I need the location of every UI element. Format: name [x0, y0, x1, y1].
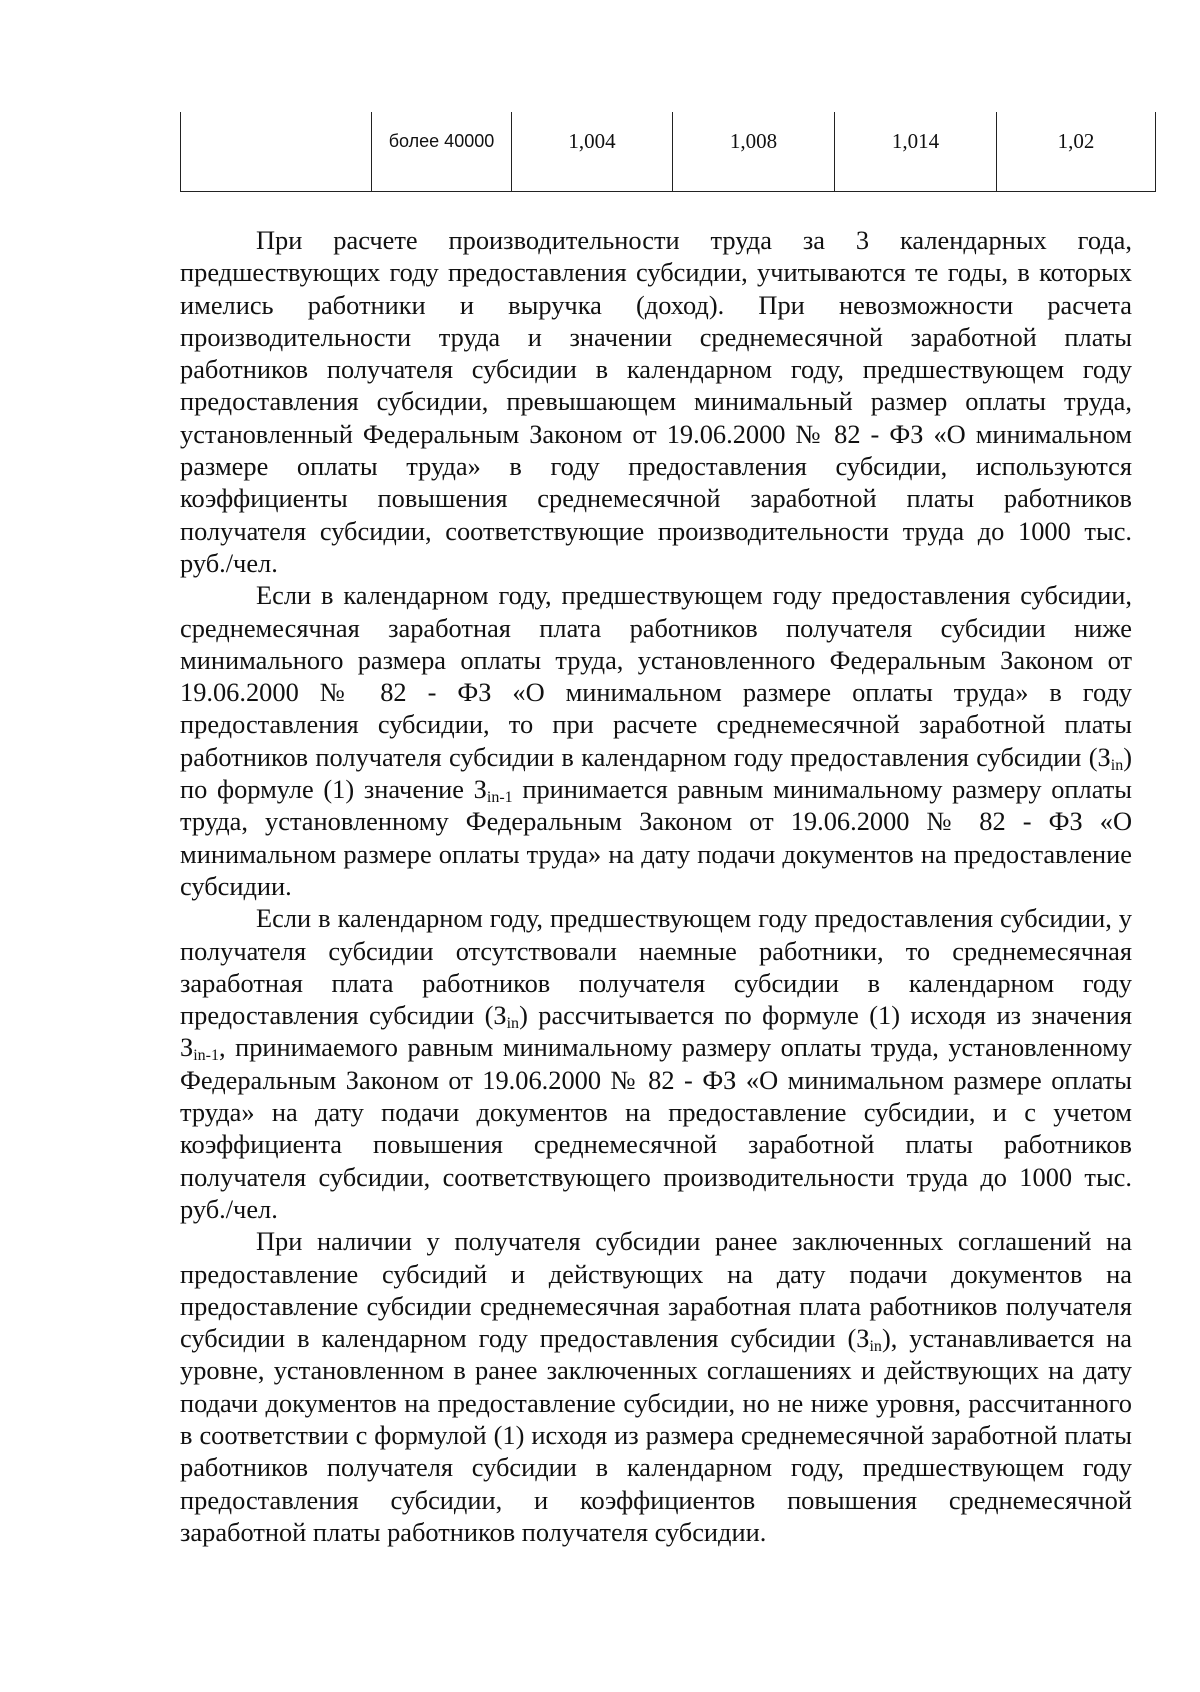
- paragraph-text: принимается равным минимальному размеру оплаты труда, установленному Федеральным Законом от 19.06.2000 № 82 - ФЗ «О минимальном размере оплаты труда» на дату подачи документов на предоставление субсидии.: [180, 774, 1133, 901]
- table-cell-empty: [181, 112, 372, 192]
- paragraph-1: [180, 224, 1132, 579]
- paragraph-text: Если в календарном году, предшествующем году предоставления субсидии, у получателя субсидии отсутствовали наемные работники, то среднемесячная заработная плата работников получателя субсидии в календарном году предоставления субсидии (З: [180, 903, 1132, 1031]
- table-cell-threshold: более 40000: [372, 112, 512, 192]
- subscript: in: [869, 1338, 882, 1356]
- paragraph-text: ) рассчитывается по формуле (1) исходя из значения З: [180, 1000, 1133, 1063]
- paragraph-2: [180, 579, 1132, 902]
- table-cell-value: 1,004: [512, 112, 673, 192]
- paragraph-3: [180, 902, 1132, 1225]
- table-cell-value: 1,014: [835, 112, 997, 192]
- subscript: in: [506, 1015, 520, 1033]
- subscript: in-1: [193, 1047, 220, 1065]
- paragraph-text: Если в календарном году, предшествующем году предоставления субсидии, среднемесячная заработная плата работников получателя субсидии ниже минимального размера оплаты труда, установленного Федеральным Законом от 19.06.2000 № 82 - ФЗ «О минимальном размере оплаты труда» в году предоставления субсидии, то при расчете среднемесячной заработной платы работников получателя субсидии в календарном году предоставления субсидии (З: [180, 580, 1132, 772]
- paragraph-4: [180, 1225, 1132, 1548]
- paragraph-text: При расчете производительности труда за 3 календарных года, предшествующих году предоставления субсидии, учитываются те годы, в которых имелись работники и выручка (доход). При невозможности расчета производительности труда и значении среднемесячной заработной платы работников получателя субсидии в календарном году, предшествующем году предоставления субсидии, превышающем минимальный размер оплаты труда, установленный Федеральным Законом от 19.06.2000 № 82 - ФЗ «О минимальном размере оплаты труда» в году предоставления субсидии, используются коэффициенты повышения среднемесячной заработной платы работников получателя субсидии, соответствующие производительности труда до 1000 тыс. руб./чел.: [180, 225, 1132, 578]
- paragraph-text: ) по формуле (1) значение З: [180, 741, 1132, 805]
- table-cell-value: 1,008: [673, 112, 835, 192]
- subscript: in: [1110, 756, 1124, 774]
- paragraph-text: ), устанавливается на уровне, установленном в ранее заключенных соглашениях и действующих на дату подачи документов на предоставление субсидии, но не ниже уровня, рассчитанного в соответствии с формулой (1) исходя из размера среднемесячной заработной платы работников получателя субсидии в календарном году, предшествующем году предоставления субсидии, и коэффициентов повышения среднемесячной заработной платы работников получателя субсидии.: [180, 1323, 1133, 1547]
- table-cell-value: 1,02: [997, 112, 1156, 192]
- document-body: [180, 224, 1132, 1548]
- table-row: [181, 112, 1156, 192]
- subscript: in-1: [486, 789, 513, 807]
- paragraph-text: , принимаемого равным минимальному размеру оплаты труда, установленному Федеральным Законом от 19.06.2000 № 82 - ФЗ «О минимальном размере оплаты труда» на дату подачи документов на предоставление субсидии, и с учетом коэффициента повышения среднемесячной заработной платы работников получателя субсидии, соответствующего производительности труда до 1000 тыс. руб./чел.: [180, 1032, 1132, 1224]
- coefficient-table-wrap: [180, 112, 1155, 192]
- paragraph-text: При наличии у получателя субсидии ранее заключенных соглашений на предоставление субсидий и действующих на дату подачи документов на предоставление субсидии среднемесячная заработная плата работников получателя субсидии в календарном году предоставления субсидии (З: [180, 1226, 1132, 1354]
- coefficient-table: [180, 112, 1156, 192]
